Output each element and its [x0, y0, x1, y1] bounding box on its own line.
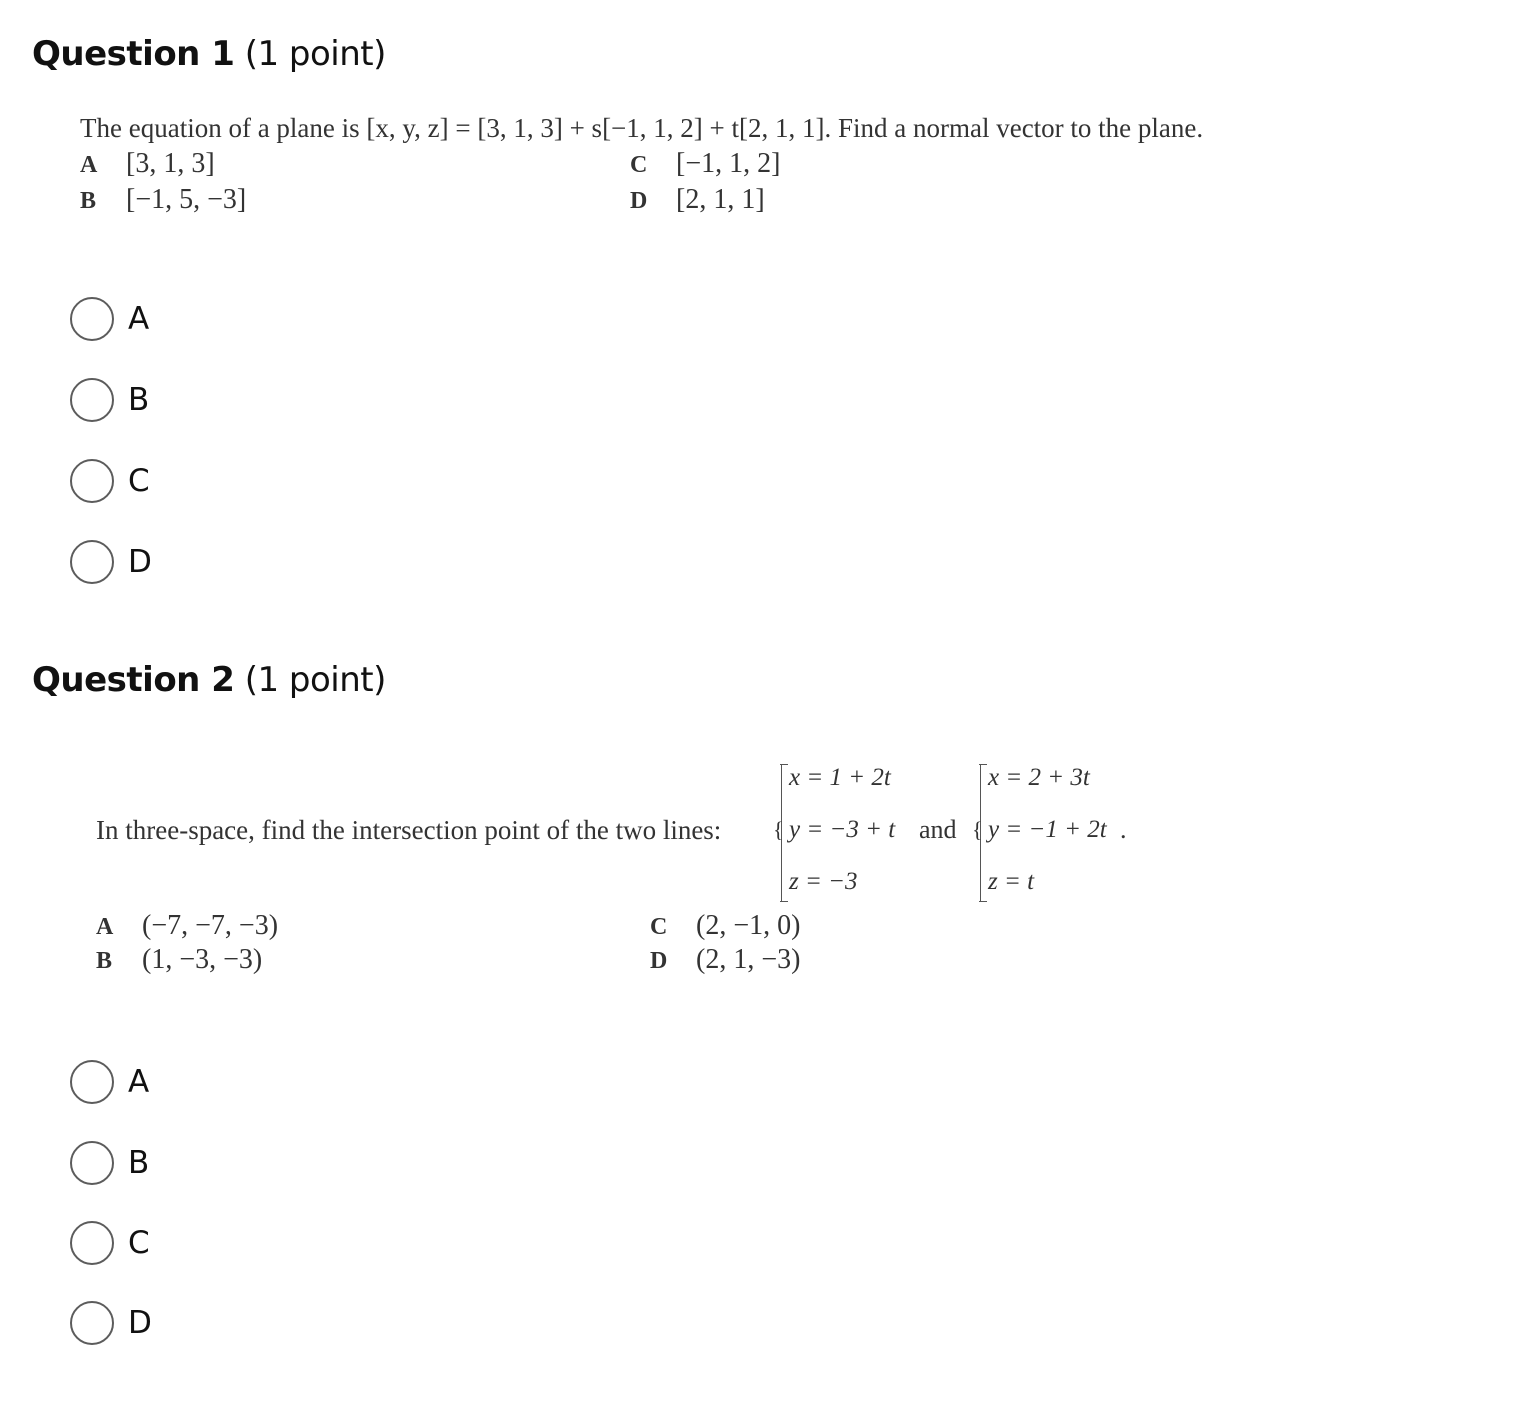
radio-button[interactable] [70, 1301, 114, 1345]
line-1-y: y = −3 + t [789, 816, 896, 843]
choice-letter: C [630, 152, 648, 178]
question-points: (1 point) [244, 34, 386, 74]
brace-tip: { [773, 817, 784, 842]
choice-letter: B [80, 188, 97, 214]
choice-text: [−1, 1, 2] [676, 148, 781, 179]
line-2-z: z = t [988, 868, 1035, 895]
choice-text: (1, −3, −3) [142, 944, 263, 975]
question-points: (1 point) [244, 660, 386, 700]
line-1-x: x = 1 + 2t [789, 764, 891, 791]
q2-choice-d [650, 944, 800, 976]
line-2-x: x = 2 + 3t [988, 764, 1090, 791]
choice-text: [3, 1, 3] [126, 148, 215, 179]
q2-choice-a [96, 910, 278, 942]
choice-letter: D [630, 188, 648, 214]
choice-text: (2, −1, 0) [696, 910, 801, 941]
q1-choice-c [630, 148, 780, 180]
q1-option-a[interactable] [70, 297, 149, 341]
line-2-y: y = −1 + 2t [988, 816, 1107, 843]
radio-button[interactable] [70, 540, 114, 584]
brace-tip: { [972, 817, 983, 842]
choice-text: [2, 1, 1] [676, 184, 765, 215]
q2-option-d[interactable] [70, 1301, 152, 1345]
q1-choice-b [80, 184, 246, 216]
q1-option-b[interactable] [70, 378, 149, 422]
q1-choice-a [80, 148, 215, 180]
stem-suffix: Find a normal vector to the plane. [831, 113, 1204, 143]
option-label[interactable]: B [128, 382, 150, 418]
choice-letter: A [96, 914, 114, 940]
radio-button[interactable] [70, 1221, 114, 1265]
end-period: . [1120, 815, 1127, 844]
q2-option-c[interactable] [70, 1221, 150, 1265]
radio-button[interactable] [70, 1141, 114, 1185]
radio-button[interactable] [70, 459, 114, 503]
choice-letter: D [650, 948, 668, 974]
question-2-title [32, 660, 386, 700]
stem-equation: [x, y, z] = [3, 1, 3] + s[−1, 1, 2] + t[2, 1, 1]. [366, 113, 832, 143]
radio-button[interactable] [70, 378, 114, 422]
choice-letter: A [80, 152, 98, 178]
q2-choice-b [96, 944, 262, 976]
option-label[interactable]: D [128, 544, 152, 580]
choice-letter: B [96, 948, 113, 974]
choice-text: (−7, −7, −3) [142, 910, 279, 941]
choice-letter: C [650, 914, 668, 940]
question-1-title [32, 34, 386, 74]
q2-choice-c [650, 910, 800, 942]
line-1-z: z = −3 [789, 868, 858, 895]
option-label[interactable]: C [128, 1225, 150, 1261]
q1-choice-d [630, 184, 765, 216]
radio-button[interactable] [70, 297, 114, 341]
option-label[interactable]: A [128, 301, 150, 337]
choice-text: (2, 1, −3) [696, 944, 801, 975]
question-2-stem: In three-space, find the intersection point of the two lines: [96, 815, 722, 845]
option-label[interactable]: A [128, 1064, 150, 1100]
stem-prefix: The equation of a plane is [80, 113, 367, 143]
question-title-text: Question 1 [32, 34, 235, 74]
connector-and: and [919, 815, 957, 844]
option-label[interactable]: D [128, 1305, 152, 1341]
option-label[interactable]: B [128, 1145, 150, 1181]
choice-text: [−1, 5, −3] [126, 184, 247, 215]
q1-option-d[interactable] [70, 540, 152, 584]
q2-option-b[interactable] [70, 1141, 149, 1185]
radio-button[interactable] [70, 1060, 114, 1104]
question-1-stem [80, 113, 1203, 144]
question-title-text: Question 2 [32, 660, 235, 700]
q2-option-a[interactable] [70, 1060, 149, 1104]
q1-option-c[interactable] [70, 459, 150, 503]
option-label[interactable]: C [128, 463, 150, 499]
